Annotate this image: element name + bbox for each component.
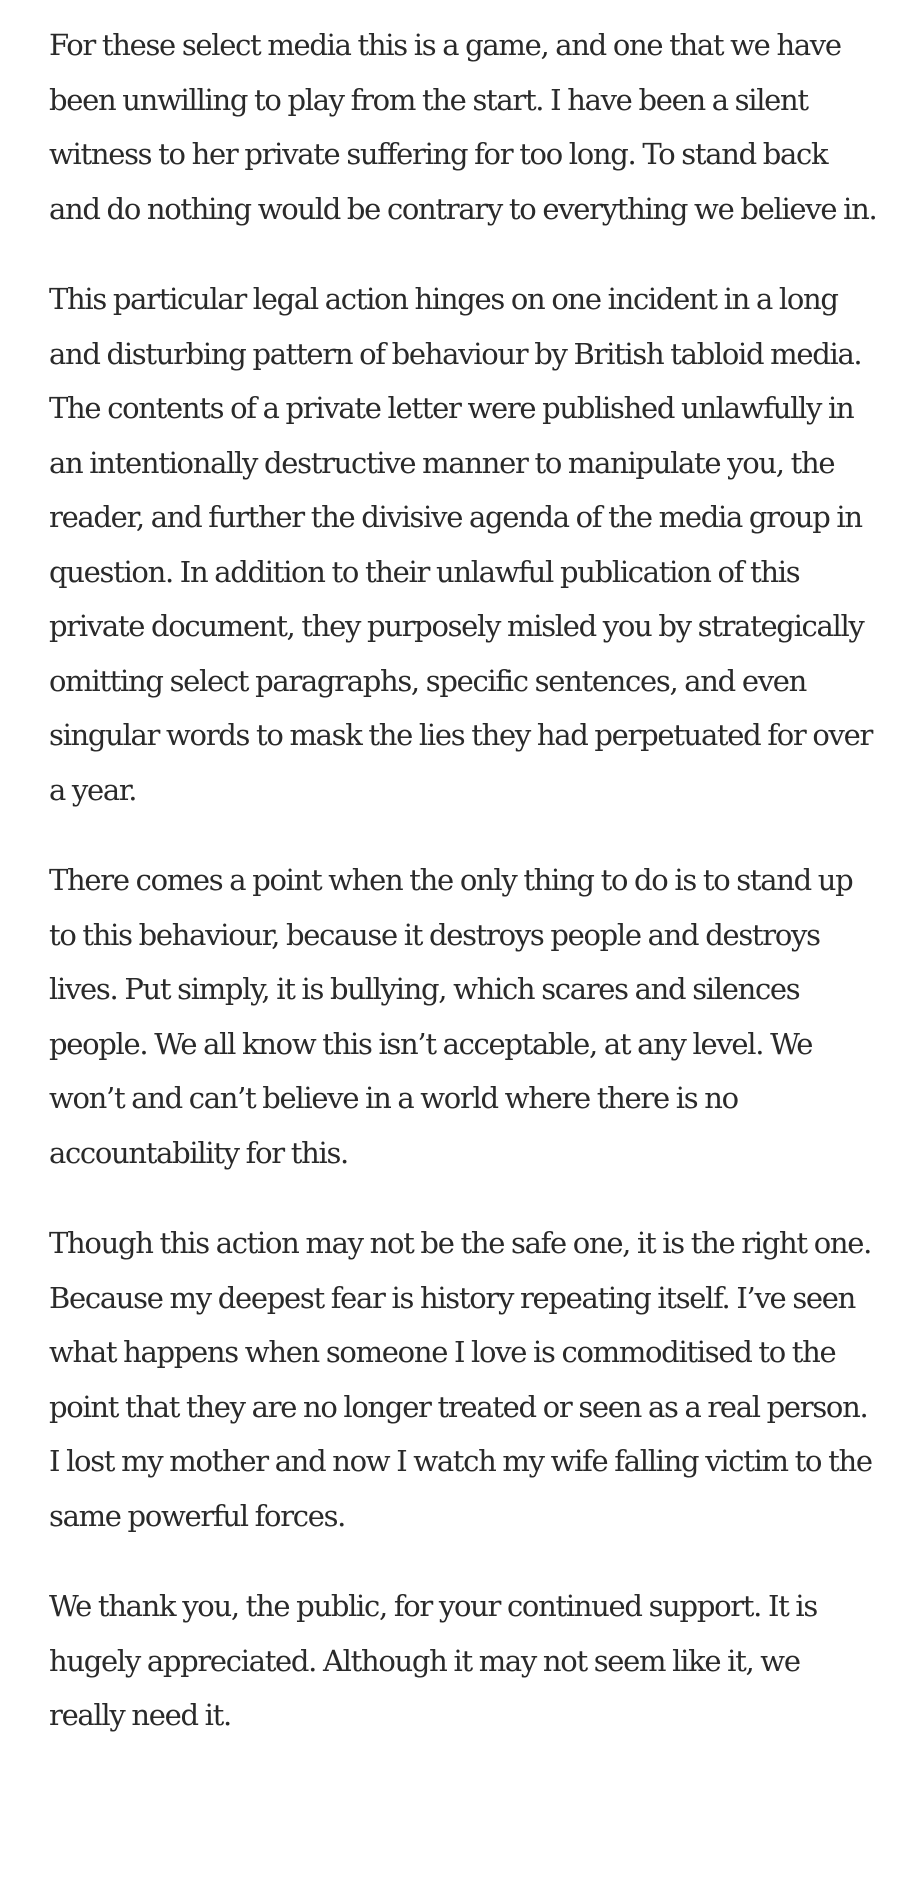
paragraph-1: For these select media this is a game, and one that we have been unwilling to play from the start. I have been a silent witness to her private suffering for too long. To stand back and do nothing would be contrary to everything we believe in. — [49, 28, 877, 226]
article-body — [49, 18, 881, 1779]
paragraph-2: This particular legal action hinges on one incident in a long and disturbing pattern of behaviour by British tabloid media. The contents of a private letter were published unlawfully in an intentionally destructive manner to manipulate you, the reader, and further the divisive agenda of the media group in question. In addition to their unlawful publication of this private document, they purposely misled you by strategically omitting select paragraphs, specific sentences, and even singular words to mask the lies they had perpetuated for over a year. — [49, 282, 873, 807]
paragraph-4: Though this action may not be the safe one, it is the right one. Because my deepest fear is history repeating itself. I’ve seen what happens when someone I love is commoditised to the point that they are no longer treated or seen as a real person. I lost my mother and now I watch my wife falling victim to the same powerful forces. — [49, 1226, 872, 1533]
paragraph-3: There comes a point when the only thing to do is to stand up to this behaviour, because it destroys people and destroys lives. Put simply, it is bullying, which scares and silences people. We all know this isn’t acceptable, at any level. We won’t and can’t believe in a world where there is no accountability for this. — [49, 863, 853, 1170]
paragraph-5: We thank you, the public, for your continued support. It is hugely appreciated. Although it may not seem like it, we really need it. — [49, 1589, 817, 1732]
